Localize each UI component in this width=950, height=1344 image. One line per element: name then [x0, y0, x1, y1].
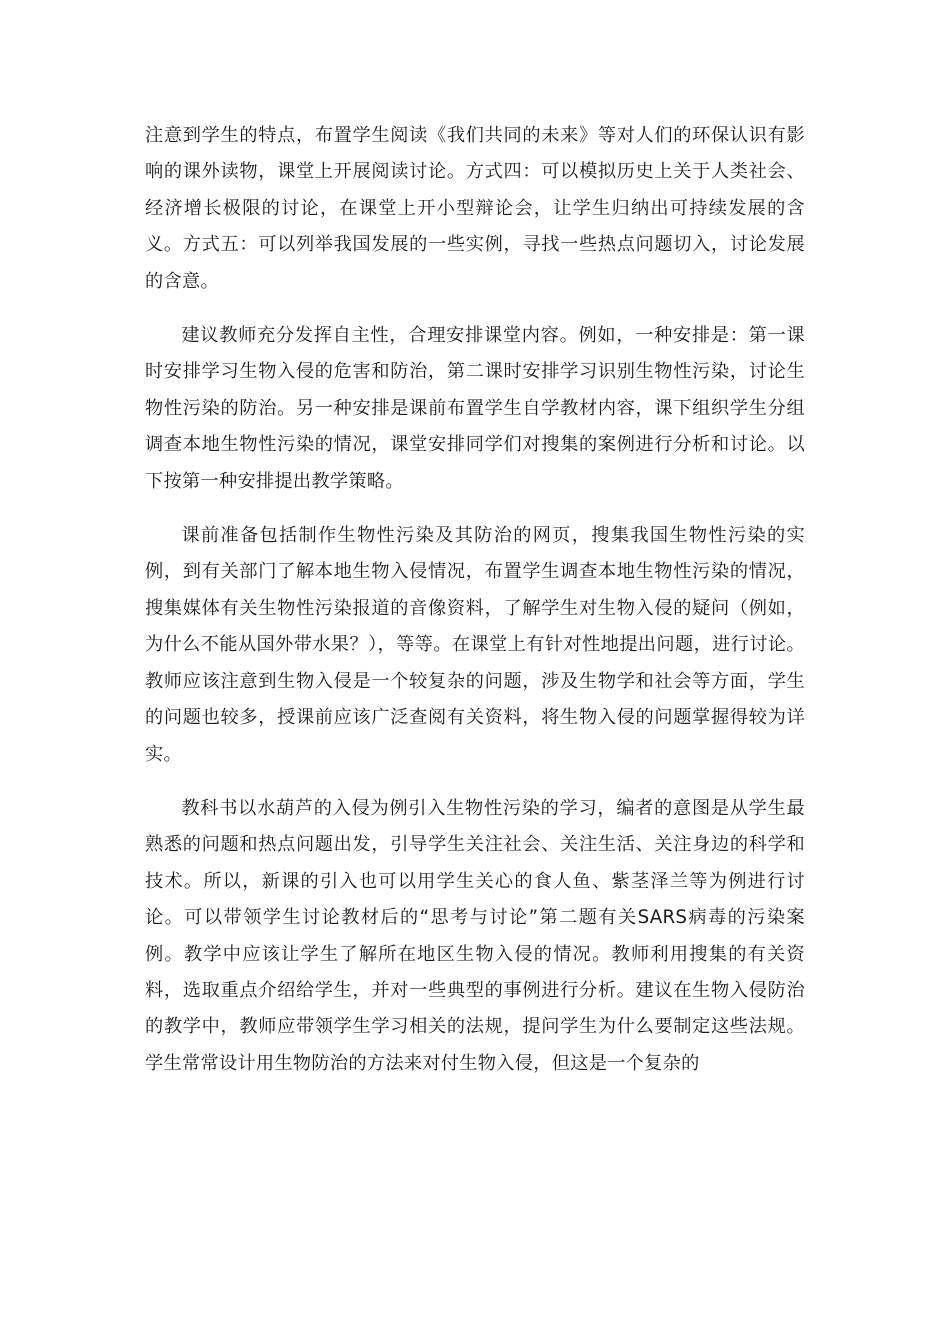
paragraph-3: 课前准备包括制作生物性污染及其防治的网页，搜集我国生物性污染的实例，到有关部门了解本地生物入侵情况，布置学生调查本地生物性污染的情况，搜集媒体有关生物性污染报道的音像资料，了解学生对生物入侵的疑问（例如，为什么不能从国外带水果？），等等。在课堂上有针对性地提出问题，进行讨论。教师应该注意到生物入侵是一个较复杂的问题，涉及生物学和社会等方面，学生的问题也较多，授课前应该广泛查阅有关资料，将生物入侵的问题掌握得较为详实。 — [145, 525, 805, 765]
paragraph-4: 教科书以水葫芦的入侵为例引入生物性污染的学习，编者的意图是从学生最熟悉的问题和热点问题出发，引导学生关注社会、关注生活、关注身边的科学和技术。所以，新课的引入也可以用学生关心的食人鱼、紫茎泽兰等为例进行讨论。可以带领学生讨论教材后的“思考与讨论”第二题有关SARS病毒的污染案例。教学中应该让学生了解所在地区生物入侵的情况。教师利用搜集的有关资料，选取重点介绍给学生，并对一些典型的事例进行分析。建议在生物入侵防治的教学中，教师应带领学生学习相关的法规，提问学生为什么要制定这些法规。学生常常设计用生物防治的方法来对付生物入侵，但这是一个复杂的 — [145, 797, 805, 1074]
document-body — [145, 118, 805, 1100]
paragraph-1: 注意到学生的特点，布置学生阅读《我们共同的未来》等对人们的环保认识有影响的课外读物，课堂上开展阅读讨论。方式四：可以模拟历史上关于人类社会、经济增长极限的讨论，在课堂上开小型辩论会，让学生归纳出可持续发展的含义。方式五：可以列举我国发展的一些实例，寻找一些热点问题切入，讨论发展的含意。 — [145, 125, 805, 292]
paragraph-2: 建议教师充分发挥自主性，合理安排课堂内容。例如，一种安排是：第一课时安排学习生物入侵的危害和防治，第二课时安排学习识别生物性污染，讨论生物性污染的防治。另一种安排是课前布置学生自学教材内容，课下组织学生分组调查本地生物性污染的情况，课堂安排同学们对搜集的案例进行分析和讨论。以下按第一种安排提出教学策略。 — [145, 325, 805, 492]
